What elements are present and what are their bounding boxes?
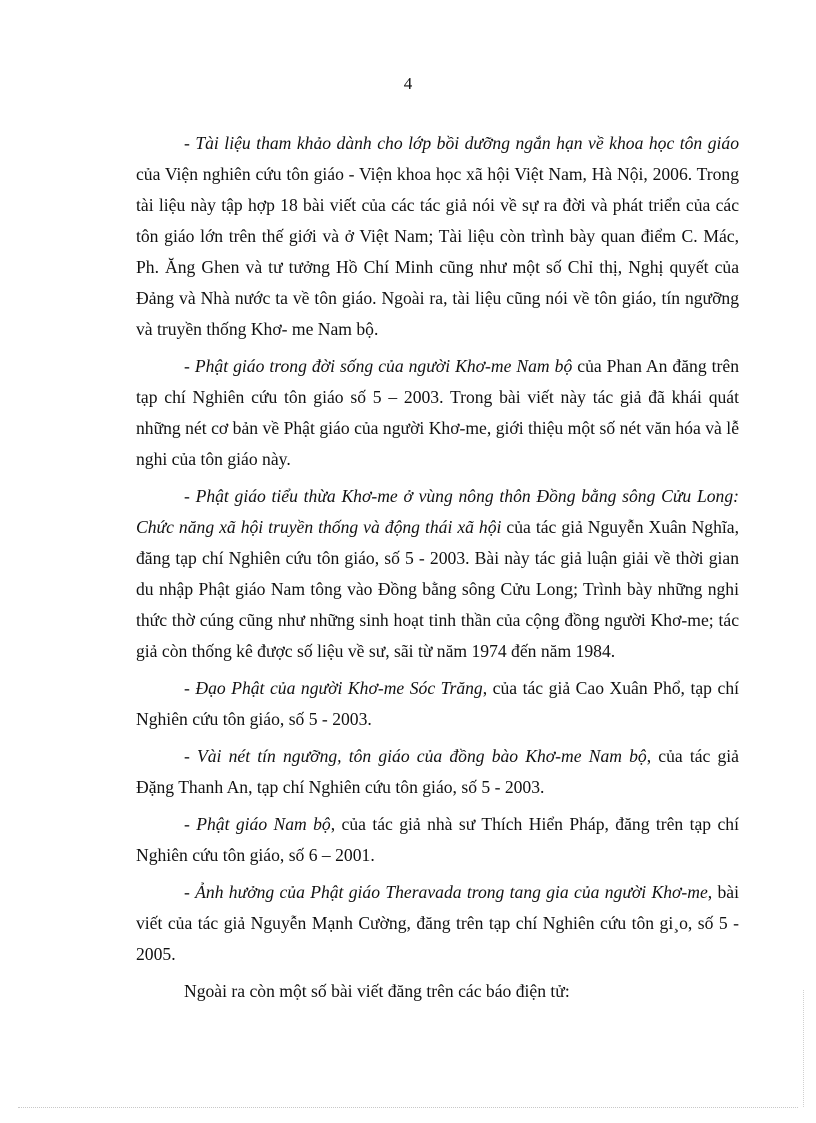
reference-description: của tác giả Nguyễn Xuân Nghĩa, đăng tạp chí Nghiên cứu tôn giáo, số 5 - 2003. Bài này tác giả luận giải về thời gian du nhập Phật giáo Nam tông vào Đồng bằng sông Cửu Long; Trình bày những nghi thức thờ cúng cũng như những sinh hoạt tinh thần của cộng đồng người Khơ-me; tác giả còn thống kê được số liệu về sư, sãi từ năm 1974 đến năm 1984. xyxy=(136,517,739,661)
document-body xyxy=(136,128,739,1013)
paragraph-reference-1 xyxy=(136,128,739,345)
page-bottom-border xyxy=(18,1107,798,1108)
paragraph-reference-3 xyxy=(136,481,739,667)
reference-description: của Phan An đăng trên tạp chí Nghiên cứu tôn giáo số 5 – 2003. Trong bài viết này tác giả đã khái quát những nét cơ bản về Phật giáo của người Khơ-me, giới thiệu một số nét văn hóa và lễ nghi của tôn giáo này. xyxy=(136,356,739,469)
page-number: 4 xyxy=(403,74,413,93)
reference-title: - Phật giáo Nam bộ xyxy=(184,814,331,834)
reference-description: của Viện nghiên cứu tôn giáo - Viện khoa học xã hội Việt Nam, Hà Nội, 2006. Trong tài liệu này tập hợp 18 bài viết của các tác giả nói về sự ra đời và phát triển của các tôn giáo lớn trên thế giới và ở Việt Nam; Tài liệu còn trình bày quan điểm C. Mác, Ph. Ăng Ghen và tư tưởng Hồ Chí Minh cũng như một số Chỉ thị, Nghị quyết của Đảng và Nhà nước ta về tôn giáo. Ngoài ra, tài liệu cũng nói về tôn giáo, tín ngưỡng và truyền thống Khơ- me Nam bộ. xyxy=(136,164,739,339)
paragraph-reference-5 xyxy=(136,741,739,803)
reference-description: , của tác giả Đặng Thanh An, tạp chí Nghiên cứu tôn giáo, số 5 - 2003. xyxy=(136,746,739,797)
paragraph-reference-2 xyxy=(136,351,739,475)
reference-title: - Vài nét tín ngưỡng, tôn giáo của đồng bào Khơ-me Nam bộ xyxy=(184,746,647,766)
reference-description: , bài viết của tác giả Nguyễn Mạnh Cường, đăng trên tạp chí Nghiên cứu tôn gi¸o, số 5 - 2005. xyxy=(136,882,739,964)
reference-title: - Đạo Phật của người Khơ-me Sóc Trăng xyxy=(184,678,483,698)
closing-text: Ngoài ra còn một số bài viết đăng trên các báo điện tử: xyxy=(184,981,570,1001)
reference-title: - Tài liệu tham khảo dành cho lớp bồi dưỡng ngắn hạn về khoa học tôn giáo xyxy=(184,133,739,153)
page-right-border xyxy=(803,990,804,1107)
reference-title: - Ảnh hưởng của Phật giáo Theravada trong tang gia của người Khơ-me xyxy=(184,882,708,902)
reference-title: - Phật giáo trong đời sống của người Khơ-me Nam bộ xyxy=(184,356,573,376)
reference-description: , của tác giả nhà sư Thích Hiển Pháp, đăng trên tạp chí Nghiên cứu tôn giáo, số 6 – 2001. xyxy=(136,814,739,865)
paragraph-closing xyxy=(136,976,739,1007)
paragraph-reference-7 xyxy=(136,877,739,970)
paragraph-reference-6 xyxy=(136,809,739,871)
reference-title: - Phật giáo tiểu thừa Khơ-me ở vùng nông thôn Đồng bằng sông Cửu Long: Chức năng xã hội truyền thống và động thái xã hội xyxy=(136,486,739,537)
reference-description: , của tác giả Cao Xuân Phổ, tạp chí Nghiên cứu tôn giáo, số 5 - 2003. xyxy=(136,678,740,729)
paragraph-reference-4 xyxy=(136,673,739,735)
